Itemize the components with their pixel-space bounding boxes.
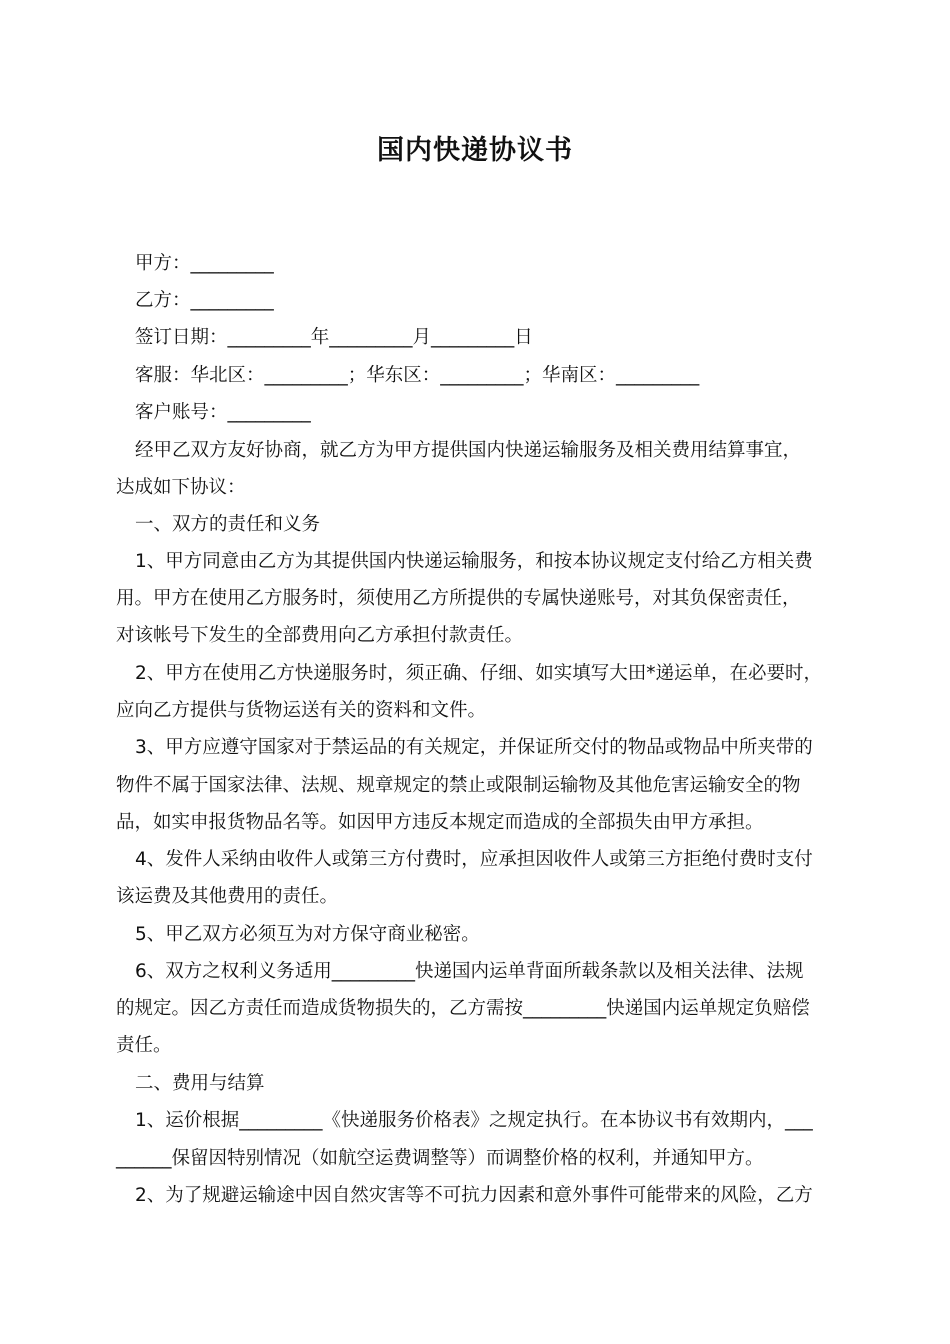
paragraph-line: 4、发件人采纳由收件人或第三方付费时，应承担因收件人或第三方拒绝付费时支付 xyxy=(135,849,813,870)
document-title: 国内快递协议书 xyxy=(377,135,573,166)
paragraph-line: 2、为了规避运输途中因自然灾害等不可抗力因素和意外事件可能带来的风险，乙方 xyxy=(135,1185,813,1206)
paragraph-line: 经甲乙双方友好协商，就乙方为甲方提供国内快递运输服务及相关费用结算事宜， xyxy=(135,440,802,461)
paragraph-line: 应向乙方提供与货物运送有关的资料和文件。 xyxy=(116,700,487,721)
paragraph-line: 1、运价根据_________《快递服务价格表》之规定执行。在本协议书有效期内，___ xyxy=(135,1110,813,1131)
paragraph-line: 品，如实申报货物品名等。如因甲方违反本规定而造成的全部损失由甲方承担。 xyxy=(116,812,764,833)
section-heading: 一、双方的责任和义务 xyxy=(135,514,321,535)
party-a-line: 甲方：_________ xyxy=(135,253,274,274)
paragraph-line: 对该帐号下发生的全部费用向乙方承担付款责任。 xyxy=(116,625,524,646)
section-heading: 二、费用与结算 xyxy=(135,1073,265,1094)
signing-date-line: 签订日期：_________年_________月_________日 xyxy=(135,327,533,348)
paragraph-line: 3、甲方应遵守国家对于禁运品的有关规定，并保证所交付的物品或物品中所夹带的 xyxy=(135,737,813,758)
paragraph-line: 用。甲方在使用乙方服务时，须使用乙方所提供的专属快递账号，对其负保密责任， xyxy=(116,588,801,609)
customer-service-line: 客服：华北区：_________；华东区：_________；华南区：_________ xyxy=(135,365,700,386)
paragraph-line: 责任。 xyxy=(116,1035,172,1056)
paragraph-line: ______保留因特别情况（如航空运费调整等）而调整价格的权利，并通知甲方。 xyxy=(116,1148,764,1169)
paragraph-line: 2、甲方在使用乙方快递服务时，须正确、仔细、如实填写大田*递运单，在必要时， xyxy=(135,663,823,684)
paragraph-line: 该运费及其他费用的责任。 xyxy=(116,886,339,907)
paragraph-line: 的规定。因乙方责任而造成货物损失的，乙方需按_________快递国内运单规定负赔偿 xyxy=(116,998,810,1019)
party-b-line: 乙方：_________ xyxy=(135,290,274,311)
paragraph-line: 5、甲乙双方必须互为对方保守商业秘密。 xyxy=(135,924,480,945)
paragraph-line: 达成如下协议： xyxy=(116,477,246,498)
paragraph-line: 6、双方之权利义务适用_________快递国内运单背面所载条款以及相关法律、法规 xyxy=(135,961,804,982)
paragraph-line: 1、甲方同意由乙方为其提供国内快递运输服务，和按本协议规定支付给乙方相关费 xyxy=(135,551,813,572)
paragraph-line: 物件不属于国家法律、法规、规章规定的禁止或限制运输物及其他危害运输安全的物 xyxy=(116,775,801,796)
customer-account-line: 客户账号：_________ xyxy=(135,402,311,423)
